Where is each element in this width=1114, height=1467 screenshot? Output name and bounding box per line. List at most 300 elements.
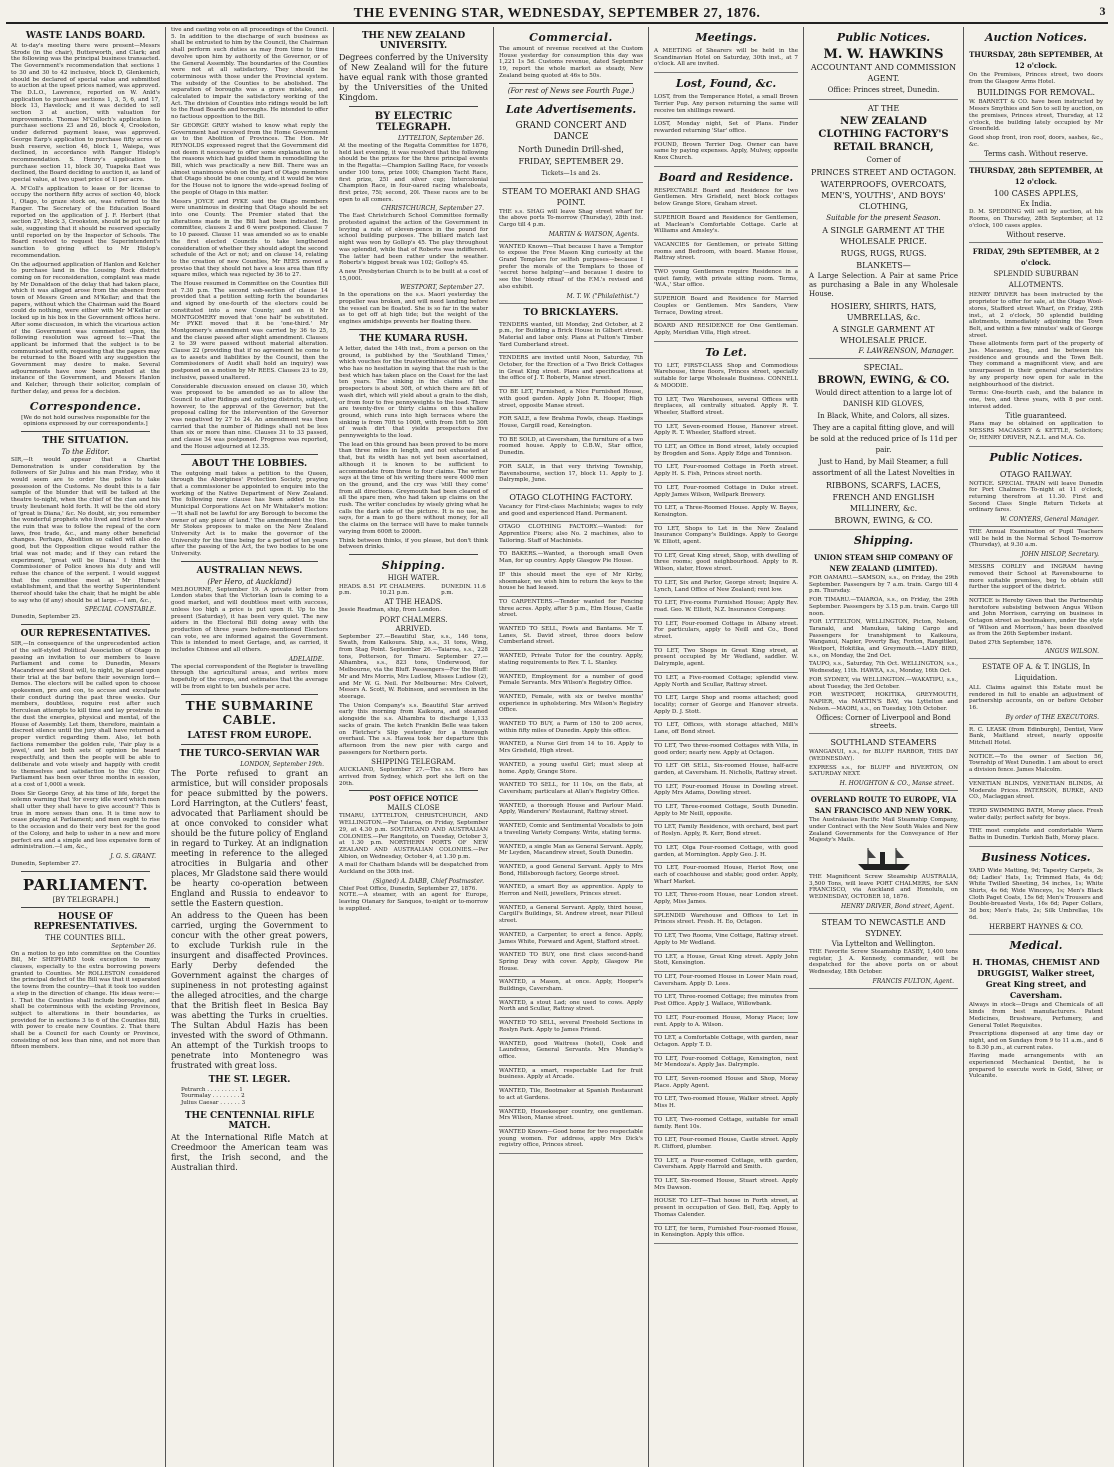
ad-text: SPLENDID Warehouse and Offices to Let in Princes street. Fresh. H. Eo, Octagon. <box>654 912 798 926</box>
ad-text: WANTED, Housekeeper country, one gentleman. Mrs Wilson, Manse street. <box>499 1108 643 1122</box>
advertisement <box>969 866 1103 936</box>
ad-line: THURSDAY, 28th SEPTEMBER, At 12 o'clock. <box>969 50 1103 70</box>
advertisement <box>969 596 1103 659</box>
article-text: Messrs JOYCE and PYKE said the Otago members were unanimous in desiring that Otago should be set into one County. The Premier stated that the alterations made in the Bill had been indicated. In committee, clauses 2 and 6 were postponed. Clause 7 to 10 passed. Clause 11 was amended so as to enable the first elected Councils to take lengthened consideration of whether they should adopt the second schedule of the Act or not; and on clause 14, relating to the creation of new Counties, Mr REES moved a proviso that they should not have a less area than fifty square miles, which was rejected by 36 to 27. <box>171 198 328 279</box>
advertisement <box>654 361 798 395</box>
column-4 <box>494 27 649 1467</box>
ad-text: TWO young Gentlemen require Residence in a quiet family, with private sitting room. Terms, 'W.A.,' Star office. <box>654 269 798 289</box>
subheading: POST OFFICE NOTICE <box>369 794 458 804</box>
ad-text: TO LET, Five-rooms Furnished House; Apply Rev. road. Geo. W. Elliott, N.Z. Insurance Company. <box>654 600 798 613</box>
column-6 <box>804 27 964 1467</box>
ad-title: OTAGO RAILWAY. <box>999 469 1073 479</box>
ad-line: North Dunedin Drill-shed, <box>518 144 624 154</box>
ad-line: Corner of <box>866 156 901 164</box>
advertisement <box>499 672 643 692</box>
ad-text: TO LET, Family Residence, with orchard, best part of Roslyn. Apply, R. Kerr, Bond street. <box>654 824 798 838</box>
advertisement <box>654 119 798 139</box>
ad-text: LOST, Monday night, Set of Plans. Finder rewarded returning 'Star' office. <box>654 121 798 134</box>
advertisement <box>654 503 798 523</box>
section-heading: THE CENTENNIAL RIFLE MATCH. <box>184 1110 315 1131</box>
advertisement <box>969 725 1103 752</box>
advertisement <box>654 213 798 240</box>
advertisement <box>654 1054 798 1074</box>
advertisement <box>654 1224 798 1244</box>
article-text: In the operations on the s.s. Maori yesterday the propeller was broken, and will need landing before the vessel can be floated. She is so far in the water as to get off at high tide; but the weight of the engines amidships prevents her floating there. <box>339 292 488 326</box>
ad-title: BUILDINGS FOR REMOVAL. <box>976 88 1096 98</box>
ad-line: Just to Hand, by Mail Steamer, a full assortment of all the Latest Novelties in <box>812 458 955 477</box>
advertisement <box>654 1196 798 1223</box>
ad-line: Tickets—1s and 2s. <box>541 169 601 177</box>
article-text: Think between thinks, if you please, but don't think between drinks. <box>339 537 488 551</box>
article-text: TIMARU, LYTTELTON, CHRISTCHURCH, AND WELLINGTON.—Per Taiaroa, on Friday, September 29, at 4.30 p.m. SOUTHLAND AND AUSTRALIAN COLONIES.—Per Rangitoto, on Tuesday, October 3, at 1.30 p.m. NORTHERN PORTS OF NEW ZEALAND AND AUSTRALIAN COLONIES.—Per Albion, on Wednesday, October 4, at 1.30 p.m. <box>339 813 488 860</box>
result-line: Tourmalay . . . . . . . . 2 <box>181 1093 245 1100</box>
ad-line: Ex India. <box>1020 200 1052 209</box>
ad-line: RIBBONS, SCARFS, LACES, <box>826 481 941 490</box>
meetings-heading: Meetings. <box>695 31 757 44</box>
dateline: LYTTELTON, September 26. <box>397 135 484 142</box>
advertisement <box>499 950 643 977</box>
ad-text: Having made arrangements with an experienced Mechanical Dentist, he is prepared to execute work in Gold, Silver, or Vulcanite. <box>969 1053 1103 1080</box>
ad-line: BLANKETS— <box>856 261 911 270</box>
divider <box>349 790 478 791</box>
ad-text: TO LET, Two-roomed House, Walker street. Apply Miss H. <box>654 1096 798 1110</box>
ad-text: A MEETING of Shearers will be held in the Scandinavian Hotel on Saturday, 30th inst., at 7 o'clock. All are invited. <box>654 48 798 68</box>
ad-line: A SINGLE GARMENT AT THE WHOLESALE PRICE. <box>822 226 945 246</box>
ad-text: FOR WESTPORT, HOKITIKA, GREYMOUTH, NAPIER, via MARTIN'S BAY, via Lyttelton and Nelson.—MAORI, s.s., on Tuesday, 10th October. <box>809 692 958 712</box>
article-text: The Union Company's s.s. Beautiful Star arrived early this morning from Kaikoura, and steamed alongside the s.s. Alhambra to discharge 1,133 sacks of grain. The ketch Franklin Belle was taken on Fletcher's Slip yesterday for a thorough overhaul. The s.s. Hawea took her departure this afternoon from the new pier with cargo and passengers for Northern ports. <box>339 702 488 756</box>
advertisement <box>969 466 1103 528</box>
ad-text: TO LET, FIRST-CLASS Shop and Commodious Warehouse, three floors, Princes street, specially suitable for large Wholesale Business. CONNELL & MOODIE. <box>654 362 798 389</box>
divider <box>509 83 633 84</box>
section-heading: THE SITUATION. <box>42 435 129 446</box>
ad-line: Terms cash. Without reserve. <box>984 150 1088 159</box>
ad-text: WANTED, Tile, Bootmaker at Spanish Restaurant to act at Gardens. <box>499 1088 643 1101</box>
ad-text: W. BARNETT & CO. have been instructed by Messrs Smythies and Son to sell by auction, on the premises, Princes street, Thursday, at 12 o'clock, the building lately occupied by Mr Greenfield. <box>969 99 1103 133</box>
ad-text: THE Annual Examination of Pupil Teachers will be held in the Normal School To-morrow (Thursday), at 9.30 a.m. <box>969 529 1103 549</box>
advertisement <box>654 524 798 551</box>
advertisement <box>654 395 798 422</box>
letter-text: SIR,—In consequence of the unprecedented action of the self-styled Political Association of Otago in passing an invitation to our members to leave Parliament and come to Dunedin, Messrs Macandrew and Stout will, to night, be placed upon their trial at the bar before their sovereign lord—Demos. The electors will be called upon to choose spokesmen, pro and con, to accuse and exculpate their conduct during the past three weeks. Our members, doubtless, require rest after such Herculean attempts to kill time and lay prostrate in the dust the energies, physical and mental, of the House of Assembly. Let them, therefore, maintain a discreet silence until the jury shall have returned a proper verdict regarding them. Also, let both factions remember the golden rule, 'Fair play is a jewel,' and let both sets of opinion be heard respectfully, and then the people will be able to deliberate and vote wisely and happily with credit to themselves and satisfaction to the City. Our Parliament has been over three months in session, at a cost of 1,000l a week. <box>11 641 160 788</box>
ad-line: Title guaranteed. <box>1005 412 1067 421</box>
divider <box>349 329 478 330</box>
divider <box>21 431 150 432</box>
ad-line: RUGS, RUGS, RUGS. <box>840 249 927 258</box>
ad-line: They are a capital fitting glove, and will be sold at the reduced price of Is 11d per pair. <box>809 424 958 454</box>
article-text: MELBOURNE, September 19. A private letter from London states that the Victorian loan is coming to a good market, and will doubtless meet with success, unless too high a price is put upon it. Up to the present (Saturday), it has been very quiet. The new aiders in the Electoral Bill doing away with the production of three years before-mentioned Electors can vote, we are informed against the Government. This is intended to meet Gertage, and, as carried, it includes Chinese and all others. <box>171 586 328 654</box>
signature: (Signed) A. DABB, Chief Postmaster. <box>372 877 484 885</box>
advertisement <box>499 862 643 882</box>
advertisement <box>499 624 643 651</box>
advertisement <box>654 619 798 646</box>
advertisement <box>499 760 643 780</box>
article-text: On a motion to go into committee on the Counties Bill, Mr SHEPHARD took exception to many clauses, especially to the extra borrowing powers granted to Counties. Mr ROLLESTON considered the principal defect of the Bill was that it separated the towns from the country—that it took too sudden a step in the direction of change. His ideas were:—1. That the Counties shall include boroughs, and shall be coterminous with the existing Provinces, subject to alterations in their boundaries, as provided for in sections 3 to 6 of the Counties Bill, with power to create new Counties. 2. That there shall be a Council for each County or Province, consisting of not less than nine, and not more than fifteen members. <box>11 950 160 1051</box>
advertisement <box>809 734 958 791</box>
advertisement <box>654 720 798 740</box>
ad-signature: W. CONYERS, General Manager. <box>1000 516 1099 524</box>
ad-text: TENDERS are invited until Noon, Saturday, 7th October, for the Erection of a Two Brick Cottages in Great King street. Plans and specifications at the office of J. T. Roberts, Manse street. <box>499 355 643 382</box>
advertisement <box>654 462 798 482</box>
article-text: A new Presbyterian Church is to be built at a cost of 15,000l. <box>339 268 488 282</box>
signature: J. G. S. GRANT. <box>110 852 156 860</box>
advertisement <box>499 739 643 759</box>
ad-title: UNION STEAM SHIP COMPANY OF NEW ZEALAND (LIMITED). <box>813 553 954 573</box>
advertisement <box>654 267 798 294</box>
ad-text: TO LET, a House, Great King street. Apply John Stott, Kensington. <box>654 953 798 967</box>
ad-text: NOTICE.—To the owner of Section 56, Township of West Dunedin. I am about to erect a division fence. James Malcolm. <box>969 753 1103 774</box>
ad-text: TO LET, Olga Four-roomed Cottage, with good garden, at Mornington. Apply Geo. J. H. <box>654 844 798 858</box>
ad-text: Good shop front, iron roof, doors, sashes, &c., &c. <box>969 134 1103 148</box>
article-text: A mail for Chatham Islands will be despatched from Auckland on the 30th inst. <box>339 862 488 876</box>
article-text: The lead on this ground has been proved to be more than three miles in length, and not exhausted at that, but its width has not yet been ascertained, although it is known to be sufficient to accommodate from three to four claims. The writer says at the time of his writing there were 4000 men on the ground, and the cry was 'still they come' from all directions. Greymouth had been cleared of all the spare men, who had taken up claims on the rush. The writer concludes by wisely giving what he calls the dark side of the picture. It is no use, he says, for a man to go there without money, for all the claims on the terrace will have to make tunnels varying from 600ft to 2000ft. <box>339 441 488 535</box>
letter-text: SIR,—It would appear that a Chartist Demonstration is under consideration by the followers of Sir Julius and his man Friday, who it would seem are to order the police to take possession of the Customs. No doubt this is a fair sample of the blunder that will be talked at the theatre to-night, when the chief of the clan and his trusty lieutenant hold forth. It will be the old story of 'great is Diana,' &c. No doubt, sir, you remember the wonderful prophets who lived and tried to shew the ruin that was to follow the repeal of the corn laws, free trade, &c., and many other beneficial changes. Perhaps, Abolition so called will also do good, but the Opposition clique would rather the trial was not made; and if they can retard the experiment, 'great will be Diana.' I think the Commissioner of Police knows his duty and will refuse the chance of the serpent. I would suggest that the committee meet at Mr Hume's establishment, and that the worthy Superintendent thereof should take the chair, that he might be able to say who (if any) should be at large.—I am, &c., <box>11 456 160 604</box>
article-text: A letter, dated the 14th inst., from a person on the ground, is published by the 'Southland Times,' which vouches for the trustworthiness of the writer, who has no hesitation in saying that the rush is the best which has taken place on the Coast for the last ten years. The sinking in the claims of the prospectors is about 30ft, of which there are 8ft of wash dirt, which will yield about a grain to the dish, or from four to five pennyweights to the load. There are twenty-five or thirty claims on this shallow ground, which runs into high terraces where the sinking is from 70ft to 100ft, with from 16ft to 30ft of wash dirt that yields prospectors five pennyweights to the load. <box>339 345 488 440</box>
divider <box>181 454 318 455</box>
ad-text: TAUPO, s.s., Saturday, 7th Oct. WELLINGTON, s.s., Wednesday, 11th. HAWEA, s.s., Monday, 16th Oct. <box>809 661 958 675</box>
advertisement <box>499 549 643 569</box>
ad-text: WANTED TO SELL, for 1l 10s, on the flats, at Caversham; particulars at Allan's Registry Office. <box>499 782 643 795</box>
advertisement <box>654 1156 798 1176</box>
advertisement <box>654 1074 798 1094</box>
column-1 <box>6 27 166 1467</box>
ad-text: WANTED, a smart, respectable Lad for fruit business. Apply at Arcade. <box>499 1067 643 1081</box>
ad-line: Office: Princes street, Dunedin. <box>827 86 940 94</box>
ad-text: FOR OAMARU.—SAMSON, s.s., on Friday, the 29th September. Passengers by 7 a.m. train. Cargo till 4 p.m. Thursday. <box>809 575 958 595</box>
advertisement <box>654 843 798 863</box>
tide-dunedin: DUNEDIN. 11.6 p.m. <box>441 583 486 596</box>
ad-text: FOR SYDNEY, via WELLINGTON.—WAKATIPU, s.s., about Tuesday, the 3rd October. <box>809 676 958 690</box>
ad-text: TO LET, Two Rooms, Vine Cottage, Rattray street. Apply to Mr Wedland. <box>654 933 798 946</box>
column-5 <box>649 27 804 1467</box>
ad-text: TO LET, Three-roomed Cottage, South Dunedin. Apply to Mr Neill, opposite. <box>654 804 798 817</box>
ad-line: FRENCH AND ENGLISH MILLINERY, &c. <box>832 493 935 513</box>
ad-signature: F. LAWRENSON, Manager. <box>858 347 954 355</box>
ad-line: HOSIERY, SHIRTS, HATS, UMBRELLAS, &c. <box>830 302 937 322</box>
masthead-title: THE EVENING STAR, WEDNESDAY, SEPTEMBER 27, 1876. <box>353 6 761 21</box>
advertisement <box>969 527 1103 562</box>
advertisement <box>809 549 958 734</box>
ad-text: R. C. LEASK (from Edinburgh), Dentist, View Bank, Maitland street, nearly opposite Mitchell Hotel. <box>969 726 1103 747</box>
ad-text: WANTED, a Carpenter, to erect a fence. Apply, James White, Forward and Agent, Stafford street. <box>499 931 643 945</box>
ad-text: WANTED, Female, with six or twelve months' experience in upholstering. Mrs Wilson's Registry Office. <box>499 693 643 714</box>
article-text: The outgoing mail takes a petition to the Queen, through the Aborigines' Protection Society, praying that a commissioner be appointed to enquire into the working of the Native Department of New Zealand. The following new clause has been added to the Municipal Corporations Act on Mr Whitaker's motion:—'It shall not be lawful for any Borough to become the owner of any piece of land.' The amendment the Hon. Mr Stokes proposes to make on the New Zealand University Act is to make the governor of the University for the time being for a period of ten years after the passing of the Act, the two bodies to be one University. <box>171 470 328 558</box>
ship-illustration <box>809 846 958 872</box>
ad-text: WANTED, a smart Boy as apprentice. Apply to Herron and Neill, jewellers, Princes street. <box>499 884 643 898</box>
public-notices-heading: Public Notices. <box>989 450 1083 464</box>
divider <box>509 98 633 99</box>
divider <box>21 871 150 872</box>
ad-title: GRAND CONCERT AND DANCE <box>515 120 627 142</box>
advertisement <box>499 118 643 183</box>
board-heading: Board and Residence. <box>658 170 794 184</box>
ad-text: BOARD AND RESIDENCE for One Gentleman. Apply, Meridian Villa, High street. <box>654 323 798 336</box>
ad-title: M. W. HAWKINS <box>823 47 944 62</box>
advertisement <box>499 930 643 950</box>
advertisement <box>499 1127 643 1154</box>
advertisement <box>809 914 958 989</box>
steamship-icon <box>854 846 914 872</box>
ad-text: WANTED, good Waitress (hotel), Cook and Laundress, General Servants. Mrs Munday's office. <box>499 1040 643 1060</box>
dateline: Dunedin, September 27. <box>11 860 81 867</box>
advertisement <box>654 646 798 673</box>
ad-text: WANTED, a single Man as General Servant. Apply, Mr Leyden, Macandrew street, South Dunedin. <box>499 843 643 857</box>
ad-text: FOR SALE, a few Brahma Fowls, cheap. Hastings House, Cargill road, Kensington. <box>499 416 643 429</box>
ad-text: TO BAKERS.—Wanted, a thorough small Oven Man, for up country. Apply Glasgow Pie House. <box>499 551 643 565</box>
ad-line: FRIDAY, 29th SEPTEMBER, At 2 o'clock. <box>972 247 1100 268</box>
advertisement <box>969 46 1103 162</box>
ad-title: H. THOMAS, CHEMIST AND DRUGGIST, Walker street, Great King street, and Caversham. <box>972 957 1100 1001</box>
subheading: SHIPPING TELEGRAM. <box>371 758 456 767</box>
parliament-heading: PARLIAMENT. <box>22 875 149 894</box>
ad-title: ESTATE OF A. & T. INGLIS, In Liquidation. <box>982 662 1090 682</box>
advertisement <box>499 1107 643 1127</box>
advertisement <box>499 387 643 414</box>
advertisement <box>499 570 643 597</box>
ad-line: WATERPROOFS, OVERCOATS, MEN'S, YOUTHS', AND BOYS' CLOTHING, <box>820 180 947 211</box>
note: (For rest of News see Fourth Page.) <box>507 86 635 95</box>
advertisement <box>809 100 958 359</box>
ad-text: D. M. SPEDDING will sell by auction, at his Rooms, on Thursday, 28th September, at 12 o'clock, 100 cases apples. <box>969 209 1103 229</box>
signature: SPECIAL CONSTABLE. <box>84 606 156 614</box>
divider <box>349 106 478 107</box>
masthead <box>6 2 1108 24</box>
subheading: ARRIVED. <box>395 624 432 633</box>
ad-line: Without reserve. <box>1006 231 1066 240</box>
dateline: Dunedin, September 25. <box>11 614 81 621</box>
advertisement <box>654 782 798 802</box>
ad-text: TO LET, Large Shop and rooms attached; good locality; corner of George and Hanover streets. Apply D. J. Stott. <box>654 695 798 715</box>
ad-text: TENDERS wanted, till Monday, 2nd October, at 2 p.m., for Building a Brick House in Gilbert street. Material and labor only. Plans at Fulton's Timber Yard Cumberland street. <box>499 321 643 348</box>
ad-text: EXPRESS s.s., for BLUFF and RIVERTON, ON SATURDAY NEXT. <box>809 764 958 778</box>
ad-text: Plans may be obtained on application to MESSRS MACASSEY & KETTLE, Solicitors; Or, HENRY DRIVER, N.Z.L. and M.A. Co. <box>969 421 1103 441</box>
ad-text: THE s.s. SHAG will leave Shag street wharf for the above ports To-morrow (Thursday), 28th inst. Cargo till 4 p.m. <box>499 208 643 228</box>
advertisement <box>654 673 798 693</box>
ad-text: NOTICE is Hereby Given that the Partnership heretofore subsisting between Angus Wilson and John Morrison, carrying on business in Octagon street as bootmakers, under the style of 'Wilson and Morrison,' has been dissolved as from the 26th September instant. <box>969 597 1103 638</box>
ad-text: FOR LYTTELTON, WELLINGTON, Picton, Nelson, Taranaki, and Manukau, taking Cargo and Passengers for transhipment to Kaikoura, Wanganui, Napier, Poverty Bay, Foxton, Rangitikei, Westport, Hokitika, and Greymouth.—LADY BIRD, s.s., on Monday, the 2nd Oct. <box>809 619 958 659</box>
ad-text: NOTICE. SPECIAL TRAIN will leave Dunedin for Port Chalmers To-night at 11 o'clock, returning therefrom at 11.30. First and Second Class Single Return Tickets at ordinary fares. <box>969 480 1103 514</box>
subheading: PORT CHALMERS. <box>379 615 448 624</box>
ad-text: TO LET, Three-room House, near London street. Apply, Miss James. <box>654 892 798 906</box>
ad-text: The Australasian Pacific Mail Steamship Company, under Contract with the New South Wales and New Zealand Governments for the Conveyance of Her Majesty's Mails. <box>809 817 958 844</box>
ad-text: A Large Selection. A Pair at same Price as purchasing a Bale in any Wholesale House. <box>809 272 958 298</box>
ad-signature: HERBERT HAYNES & CO. <box>989 923 1083 932</box>
article-text: A. M'Coll's application to lease or for license to occupy the northern fifty acres of section 40, block 1, Otago, to graze stock on, was referred to the Ranger. The Secretary of the Education Board reported on the application of J. F. Herbert (that section 27, block 3, Crookston, should be put up for sale, suggesting that it should be reserved specially until reported on by the Inspector of Schools. The Board resolved to request the Superintendent's sanction to giving effect to Mr Hislop's recommendation. <box>11 185 160 259</box>
advertisement <box>654 972 798 992</box>
ad-signature: MARTIN & WATSON, Agents. <box>548 230 639 238</box>
advertisement <box>499 320 643 354</box>
ad-text: Vacancy for First-class Machinists; wages to rely and good and experienced Hand. Permanent. <box>499 503 643 517</box>
ad-text: Always in stock—Drugs and Chemicals of all kinds from best manufacturers. Patent Medicines, Brushware, Perfumery, and General Toilet Requisites. <box>969 1002 1103 1029</box>
ad-text: TO LET, a Five-roomed Cottage; splendid view. Apply North and Scullar, Rattray street. <box>654 674 798 688</box>
ad-text: WANTED, Comic and Sentimental Vocalists to join a traveling Variety Company. Write, stating terms. <box>499 823 643 836</box>
tide-port-chalmers: PT. CHALMERS. 10.21 p.m. <box>379 583 426 596</box>
result-line: Julius Caesar . . . . . . 3 <box>181 1099 246 1106</box>
tide-table <box>339 584 488 596</box>
waste-lands-heading: WASTE LANDS BOARD. <box>25 31 146 41</box>
ad-text: WANTED Known—That because I have a Temptor to expose the Free Mason King curiosity at the Grand Templars for selfish purposes—because I prefer the morals of the Templars to those of 'secret horse helping'—and because I desire to see the 'bloody ritual' of the F.M.'s revised and also exhibit. <box>499 243 643 290</box>
ad-text: Terms: One-fourth cash, and the balance in one, two, and three years, with 8 per cent. interest added. <box>969 390 1103 410</box>
cable-heading: THE SUBMARINE CABLE. <box>185 698 314 727</box>
page-number: 3 <box>1099 4 1106 18</box>
ad-line: Would direct attention to a large lot of DANISH KID GLOVES, <box>815 389 952 408</box>
article-text: tive and casting vote on all proceedings of the Council. 5. In addition to the discharge of such business as shall be entrusted to him by the Council, the Chairman shall perform such duties as may from time to time devolve upon him by authority of the Governor, or of the General Assembly. The boundaries of the Counties were not at all satisfactory. They should be coterminous with those under the Provincial system. The subsidy of the Counties to be abolished. The separation of boroughs was a grave mistake, and calculated to impair the satisfactory working of the Act. The division of Counties into ridings would be left to the Road Boards and boroughs. He intended to offer no factious opposition to the Bill. <box>171 27 328 121</box>
ad-text: TO LET, Seven-roomed House, Hanover street. Apply R. T. Wheeler, Stafford street. <box>654 423 798 437</box>
section-heading: BY ELECTRIC TELEGRAPH. <box>374 111 453 133</box>
ad-text: WANTED, a Mason, at once. Apply, Hooper's Buildings, Caversham. <box>499 979 643 993</box>
ad-text: TO BE LET, Furnished, a Nice Furnished House, with good garden. Apply John R. Hooper, High street, opposite Manse street. <box>499 389 643 409</box>
ad-text: WANTED, a young useful Girl; must sleep at home. Apply, Grange Store. <box>499 761 643 775</box>
result-line: Petrarch . . . . . . . . . 1 <box>181 1086 243 1093</box>
article-text: An address to the Queen has been carried, urging the Government to concur with the other great powers, to exclude Turkish rule in the insurgent and disaffected Provinces. Early Derby defended the Government against the charges of supineness in not protesting against the alleged atrocities, and the charge that the British fleet in Besica Bay was abetting the Turks in cruelties. The Sultan Abdul Hazis has been invested with the sword of Othmann. An attempt of the Turkish troops to penetrate into Montenegro was frustrated with great loss. <box>171 910 328 1070</box>
advertisement <box>969 806 1103 826</box>
ad-text: TO LET, Great King street, Shop, with dwelling of three rooms; good neighbourhood. Apply to R. Wilson, slater, Howe street. <box>654 552 798 573</box>
article-text: At the International Rifle Match at Creedmoor the American team was first, the Irish second, and the Australian third. <box>171 1132 328 1172</box>
ad-text: WANTED TO SELL, several Freehold Sections in Roslyn Park. Apply to James Friend. <box>499 1020 643 1033</box>
article-text: The special correspondent of the Register is travelling through the agricultural areas, and writes more hopefully of the crops, and estimates that the average will be from eight to ten bushels per acre. <box>171 663 328 690</box>
article-text: The Porte refused to grant an armistice, but will consider proposals for peace submitted by the powers. Lord Harrington, at the Cutlers' feast, advocated that Parliament should be at once convoked to consider what should be the future policy of England in regard to Turkey. At an indignation meeting in reference to the alleged atrocities in Bulgaria and other places, Mr Gladstone said there would be hearty co-operation between England and Russia to endeavor to settle the Eastern question. <box>171 768 328 908</box>
advertisement <box>654 1135 798 1155</box>
ad-text: ALL Claims against this Estate must be rendered in full to enable an adjustment of partnership accounts, on or before October 16. <box>969 684 1103 711</box>
advertisement <box>654 598 798 618</box>
ad-signature: FRANCIS FULTON, Agent. <box>872 977 954 985</box>
subheading: AT THE HEADS. <box>384 597 443 606</box>
ad-text: TO LET, a Four-roomed Cottage, with garden, Caversham. Apply Harrold and Smith. <box>654 1157 798 1171</box>
dateline: Chief Post Office, Dunedin, September 27, 1876. <box>339 885 478 892</box>
section-heading: THE TURCO-SERVIAN WAR <box>179 748 320 759</box>
ad-line: BROWN, EWING, & CO. <box>834 516 933 525</box>
divider <box>21 624 150 625</box>
advertisement <box>499 522 643 549</box>
ad-signature: M. T. W. ("Philalethist.") <box>566 292 639 300</box>
ad-line: ACCOUNTANT AND COMMISSION AGENT. <box>810 63 957 83</box>
article-text: Jessie Readman, ship, from London. <box>339 606 442 613</box>
dateline: WESTPORT, September 27. <box>400 284 484 292</box>
subheading: THE COUNTIES BILL. <box>45 933 126 942</box>
advertisement <box>499 353 643 387</box>
ad-line: AT THE <box>867 104 900 113</box>
article-text: Considerable discussion ensued on clause 30, which was proposed to be amended so as to allow the Council to alter Ridings and outlying districts, subject, however, to the approval of the Governor; but the proposal calling for the intervention of the Governor was negatived by 27 to 24. An amendment was then carried that the number of Ridings shall not be less than six or more than nine. Clauses 31 to 33 passed, and clause 34 was postponed. Progress was reported, and the House adjourned at 12.35. <box>171 383 328 450</box>
advertisement <box>969 752 1103 779</box>
advertisement <box>654 863 798 890</box>
ad-text: TO LET, Two three-roomed Cottages with Villa, in good order; nearly new. Apply at Octagon. <box>654 742 798 756</box>
ad-text: TO LET, a Comfortable Cottage, with garden, near Octagon. Apply T. D. <box>654 1035 798 1048</box>
ad-text: TO LET, Six-roomed House, Stuart street. Apply Mrs Dawson. <box>654 1178 798 1191</box>
section-heading: THE NEW ZEALAND UNIVERSITY. <box>361 31 466 51</box>
section-heading: AUSTRALIAN NEWS. <box>196 565 303 576</box>
ad-text: WANTED, Employment for a number of good Female Servants. Mrs Wilson's Registry Office. <box>499 673 643 687</box>
advertisement <box>499 651 643 671</box>
advertisement <box>809 791 958 914</box>
column-2 <box>166 27 334 1467</box>
article-text: Degrees conferred by the University of New Zealand will for the future have equal rank with those granted by the Universities of the United Kingdom. <box>339 53 488 102</box>
subheading: MAILS CLOSE <box>387 804 440 813</box>
advertisement <box>654 294 798 321</box>
advertisement <box>654 822 798 842</box>
shipping-heading: Shipping. <box>853 534 914 547</box>
ad-line: A SINGLE GARMENT AT WHOLESALE PRICE. <box>832 325 935 345</box>
advertisement <box>654 1176 798 1196</box>
shipping-heading: Shipping. <box>381 558 446 572</box>
dateline: LONDON, September 19th. <box>240 760 324 768</box>
tide-heads: HEADS. 8.51 p.m. <box>339 583 376 596</box>
ad-line: SPECIAL. <box>863 363 904 372</box>
ad-title: SOUTHLAND STEAMERS <box>830 738 937 748</box>
ad-text: HENRY DRIVER has been instructed by the proprietor to offer for sale, at the Otago Wool-stores, Stafford street Wharf, on Friday, 29th inst., at 2 o'clock, 50 splendid building allotments, immediately adjoining the Town Belt, and within a few minutes' walk of George street. <box>969 292 1103 339</box>
advertisement <box>654 578 798 598</box>
ad-text: TO LET, Seven-roomed House and Shop, Moray Place. Apply Agent. <box>654 1076 798 1089</box>
ad-text: TO LET, a Three-Roomed House. Apply W. Bayes, Kensington. <box>654 505 798 518</box>
article-text: Sir GEORGE GREY wished to know what reply the Government had received from the Home Government as to the Abolition of Provinces. The Hon. Mr REYNOLDS expressed regret that the Government did not deem it necessary to offer some explanation as to the reasons which had guided them in remodelling the Bill, which was practically a new Bill. There was an almost unanimous wish on the part of Otago members that Otago should be one county, and it would be wise for the House not to ignore the wide-spread feeling of the people of Otago in this matter. <box>171 122 328 196</box>
ad-text: FOR TIMARU.—TAIAROA, s.s., on Friday, the 29th September. Passengers by 3.15 p.m. train. Cargo till noon. <box>809 597 958 617</box>
advertisement <box>499 821 643 841</box>
divider <box>349 554 478 555</box>
ad-line: In Black, White, and Colors, all sizes. <box>817 412 950 420</box>
ad-text: HOUSE TO LET—That house in Forth street, at present in occupation of Geo. Bell, Esq. Apply to Thomas Calender. <box>654 1198 798 1218</box>
advertisement <box>969 826 1103 846</box>
ad-signature: H. HOUGHTON & CO., Manse street. <box>839 780 954 788</box>
ad-title: STEAM TO MOERAKI AND SHAG POINT. <box>501 186 641 207</box>
ad-text: WANTED, a good General Servant. Apply to Mrs Bond, Hillsborough factory, George street. <box>499 863 643 877</box>
ad-line: FRIDAY, SEPTEMBER 29. <box>518 156 624 166</box>
advertisement <box>654 761 798 781</box>
letter-text: Does Sir George Grey, at his time of life, forget the solemn warning that 'for every idle word which men shall utter they shall have to give account'? This is true in more senses than one. It is time now to cease playing at Parliament; and men ought to rise to the occasion and do their very best for the good of the Colony, and help to usher in a new and more perfect era and a simple and less expensive form of administration.—I am, &c., <box>11 790 160 851</box>
advertisement <box>499 435 643 462</box>
advertisement <box>499 780 643 800</box>
ad-text: FOR SALE, in that very thriving Township, Ravensbourne, section 17, block 11. Apply to J. Dalrymple, June. <box>499 463 643 484</box>
advertisement <box>969 779 1103 806</box>
ad-text: WANTED TO BUY, one first class second-hand Spring Dray with cover. Apply, Glasgow Pie House. <box>499 952 643 972</box>
ad-line: Via Lyttelton and Wellington. <box>831 939 936 948</box>
advertisement <box>809 359 958 530</box>
advertisement <box>969 243 1103 446</box>
advertisement <box>654 442 798 462</box>
ad-line: Suitable for the present Season. <box>826 214 941 222</box>
ad-text: WANTED, a stout Lad; one used to cows. Apply North and Scullar, Rattray street. <box>499 999 643 1013</box>
ad-text: THE most complete and comfortable Warm Baths in Dunedin. Turkish Bath, Moray place. <box>969 828 1103 842</box>
ad-title: OTAGO CLOTHING FACTORY. <box>509 492 633 502</box>
advertisement <box>499 1086 643 1106</box>
ad-text: TO LET, Four-roomed House in Dowling street. Apply Mrs Adams, Dowling street. <box>654 783 798 797</box>
ad-text: WANTED, a Nurse Girl from 14 to 16. Apply to Mrs Grisfield, High street. <box>499 741 643 755</box>
correspondence-heading: Correspondence. <box>29 399 142 413</box>
dateline: September 26. <box>111 942 156 950</box>
ad-text: WANTED, a thorough House and Parlour Maid. Apply, Wanderers' Restaurant, Rattray street. <box>499 802 643 816</box>
advertisement <box>499 801 643 821</box>
advertisement <box>499 597 643 624</box>
ad-line: Dated 27th September, 1876. <box>969 640 1053 647</box>
advertisement <box>499 719 643 739</box>
advertisement <box>499 903 643 930</box>
section-heading: OUR REPRESENTATIVES. <box>20 629 151 640</box>
article-text: At to-day's meeting there were present—Messrs Strode (in the chair), Butterworth, and Clark; and the following was the principal business transacted. The Government's recommendation that sections 1 to 30 and 30 to 42 inclusive, block D, Glenkenich, should be declared of special value and submitted to auction at the upset prices named, was approved. The D.L.O., Lawrence, reported on W. Anld's application to purchase sections 1, 3, 5, 6, and 17, block 13, Havelock; and it was decided to sell section 3 at auction, with valuation for improvements. Thomas M'Culloch's application to purchase sections 23 and 26, block 4, Crookston, under deferred payment lease, was approved. George Earp's application to purchase fifty acres of bush reserve, section 46, block 1, Waiepa, was declined, in accordance with Ranger Hislop's recommendation. S. Henry's application to purchase section 11, block 30, Tuapeka East was declined, the Board deciding to auction it, as land of special value, at two upset price of 1l per acre. <box>11 43 160 184</box>
advertisement <box>499 842 643 862</box>
ad-text: WANTED TO BUY, a Farm of 150 to 200 acres, within fifty miles of Dunedin. Apply this office. <box>499 721 643 734</box>
columns <box>6 27 1108 1467</box>
advertisement <box>654 1115 798 1135</box>
advertisement <box>654 1033 798 1053</box>
advertisement <box>654 140 798 167</box>
ad-text: TO LET, for term, Furnished Four-roomed House, in Kensington. Apply this office. <box>654 1225 798 1239</box>
divider <box>181 694 318 695</box>
advertisement <box>654 931 798 951</box>
public-notices-heading: Public Notices. <box>836 31 931 44</box>
ad-text: TEPID SWIMMING BATH, Moray place. Fresh water daily; perfect safety for boys. <box>969 808 1103 821</box>
article-text: On the adjourned application of Hanlon and Kelcher to purchase land in the Lousing Rock district coming on for reconsideration, complaint was made by Mr Donaldson of the delay that had taken place, which it was alleged arose from the absence from town of Messrs Green and M'Kellar; and that the papers, without which the Chairman said the Board could do nothing, were either with Mr M'Kellar or locked up in his box in the Government offices here. After some discussion, in which the vicarious action of the Government was commented upon, the following resolution was agreed to:—That the applicant be informed that the subject is to be communicated with, requesting that the papers may be returned to the Board with any suggestion the Government may desire to make. Several adjournments have now been granted at the instance of the Government, and Messrs Hanlon and Kelcher, through their solicitor, complain of further delay, and press for a decision. <box>11 261 160 395</box>
editor-note: [We do not hold ourselves responsible for the opinions expressed by our correspondents.] <box>21 414 150 428</box>
dateline: CHRISTCHURCH, September 27. <box>381 205 484 213</box>
ad-signature: HENRY DRIVER, Bond street, Agent. <box>840 902 954 910</box>
auction-heading: Auction Notices. <box>984 31 1088 44</box>
advertisement <box>654 551 798 578</box>
